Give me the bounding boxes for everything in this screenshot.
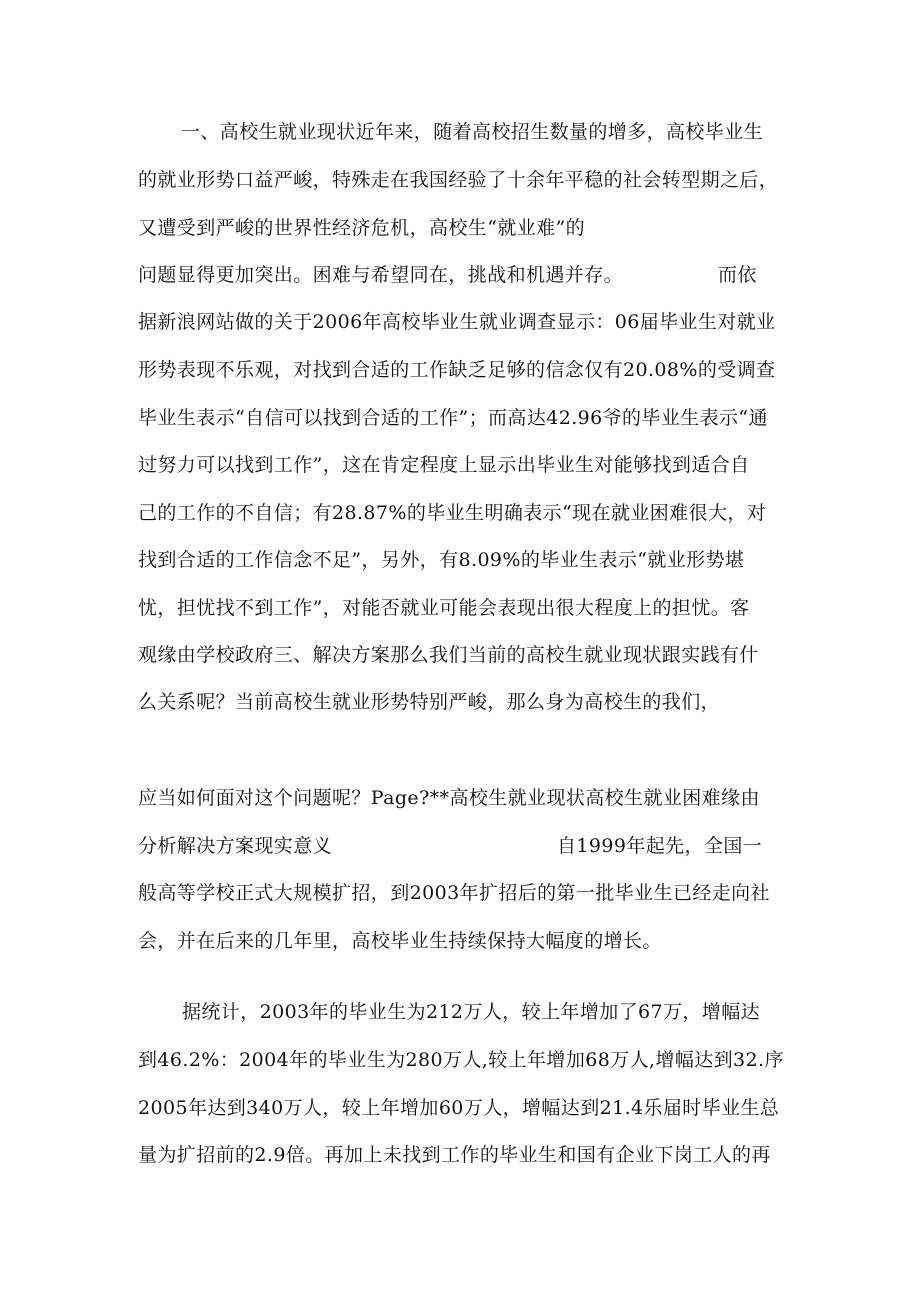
text-line: 么关系呢？当前高校生就业形势特别严峻，那么身为高校生的我们， bbox=[138, 691, 721, 713]
text-line: 一、高校生就业现状近年来，随着高校招生数量的增多，高校毕业生 bbox=[181, 121, 764, 143]
text-segment: 分析解决方案现实意义 bbox=[138, 835, 333, 857]
text-line: 己的工作的不自信；有28.87%的毕业生明确表示“现在就业困难很大，对 bbox=[138, 502, 767, 524]
text-line: 过努力可以找到工作”，这在肯定程度上显示出毕业生对能够找到适合自 bbox=[138, 454, 750, 476]
text-line: 找到合适的工作信念不足”，另外，有8.09%的毕业生表示“就业形势堪 bbox=[138, 549, 745, 571]
text-line: 量为扩招前的2.9倍。再加上未找到工作的毕业生和国有企业下岗工人的再 bbox=[138, 1144, 771, 1166]
text-line: 观缘由学校政府三、解决方案那么我们当前的高校生就业现状跟实践有什 bbox=[138, 644, 759, 666]
text-segment: 问题显得更加突出。困难与希望同在，挑战和机遇并存。 bbox=[138, 264, 624, 286]
text-line bbox=[138, 263, 757, 287]
text-line: 据统计，2003年的毕业生为212万人，较上年增加了67万，增幅达 bbox=[182, 1001, 760, 1023]
text-line bbox=[138, 834, 763, 858]
text-segment: 而依 bbox=[718, 264, 757, 286]
text-line: 到46.2%：2004年的毕业生为280万人,较上年增加68万人,增幅达到32.序 bbox=[138, 1049, 784, 1071]
text-line: 形势表现不乐观，对找到合适的工作缺乏足够的信念仅有20.08%的受调查 bbox=[138, 359, 776, 381]
text-line: 般高等学校正式大规模扩招，到2003年扩招后的第一批毕业生已经走向社 bbox=[138, 882, 770, 904]
text-segment: 自1999年起先，全国一 bbox=[557, 835, 763, 857]
text-line: 忧，担忧找不到工作”，对能否就业可能会表现出很大程度上的担忧。客 bbox=[138, 597, 750, 619]
text-line: 会，并在后来的几年里，高校毕业生持续保持大幅度的增长。 bbox=[138, 930, 662, 952]
text-line: 2005年达到340万人，较上年增加60万人，增幅达到21.4乐届时毕业生总 bbox=[138, 1097, 780, 1119]
text-line: 的就业形势口益严峻，特殊走在我国经验了十余年平稳的社会转型期之后， bbox=[138, 169, 779, 191]
text-line: 又遭受到严峻的世界性经济危机，高校生“就业难”的 bbox=[138, 217, 586, 239]
text-line: 应当如何面对这个问题呢？Page?**高校生就业现状高校生就业困难缘由 bbox=[138, 787, 760, 809]
text-line: 毕业生表示“自信可以找到合适的工作”；而高达42.96爷的毕业生表示“通 bbox=[138, 407, 768, 429]
text-line: 据新浪网站做的关于2006年高校毕业生就业调查显示：06届毕业生对就业 bbox=[138, 311, 776, 333]
